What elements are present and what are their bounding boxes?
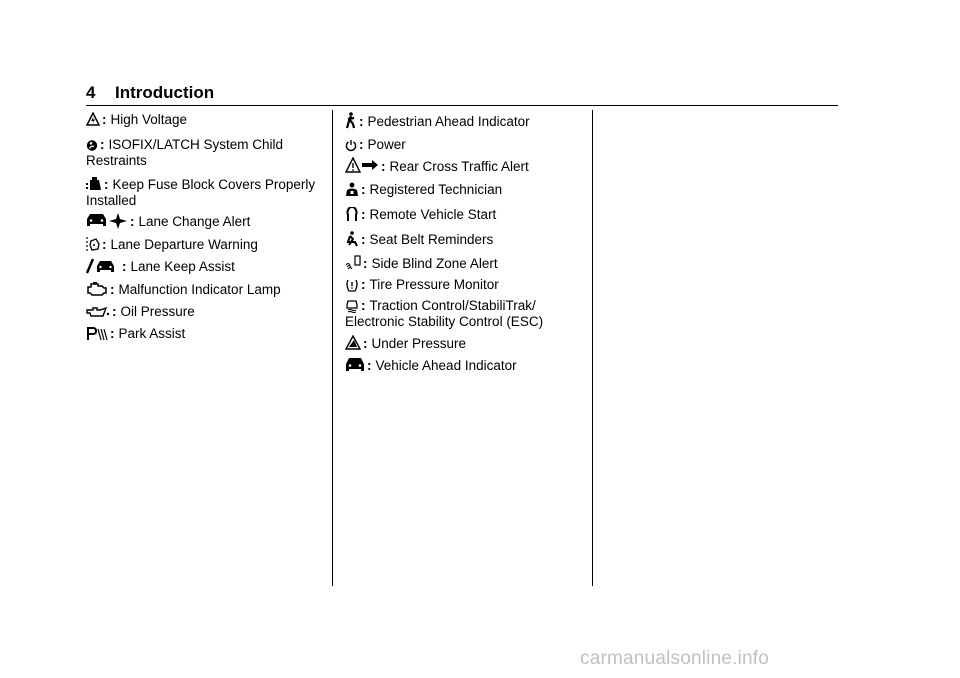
- page-header: [86, 83, 838, 106]
- technician-icon: [345, 182, 359, 197]
- list-item: : Registered Technician: [345, 182, 580, 198]
- lane-keep-icon: [86, 258, 120, 274]
- list-item: : Keep Fuse Block Covers Properly Installed: [86, 177, 316, 208]
- power-icon: [345, 139, 357, 152]
- list-item-label: Malfunction Indicator Lamp: [118, 282, 281, 297]
- seat-belt-icon: [345, 231, 359, 247]
- list-item-label: Oil Pressure: [120, 304, 195, 319]
- list-item-label: Power: [367, 137, 406, 152]
- list-item: : Lane Keep Assist: [86, 258, 316, 275]
- fuse-block-icon: [86, 176, 102, 192]
- under-pressure-icon: [345, 335, 361, 351]
- list-item: : Oil Pressure: [86, 304, 316, 320]
- list-item-label: Pedestrian Ahead Indicator: [367, 114, 530, 129]
- list-item-label: High Voltage: [110, 112, 188, 127]
- key-fob-icon: [345, 207, 359, 222]
- page-number: 4: [86, 83, 96, 102]
- list-item-label: Remote Vehicle Start: [369, 207, 497, 222]
- page-title: Introduction: [115, 83, 215, 102]
- list-item-label: Tire Pressure Monitor: [369, 277, 499, 292]
- list-item: : High Voltage: [86, 112, 316, 128]
- cross-traffic-icon: [345, 157, 379, 174]
- engine-icon: [86, 281, 108, 297]
- list-item-label: Park Assist: [118, 326, 186, 341]
- list-item: : Seat Belt Reminders: [345, 231, 580, 248]
- list-item-label: Seat Belt Reminders: [369, 232, 494, 247]
- column-divider: [332, 110, 333, 586]
- column-divider: [592, 110, 593, 586]
- list-item-label: Side Blind Zone Alert: [371, 256, 498, 271]
- list-item-label: ISOFIX/LATCH System Child Restraints: [86, 137, 284, 168]
- pedestrian-icon: [345, 112, 357, 129]
- list-item: : Remote Vehicle Start: [345, 207, 580, 223]
- list-item-label: Keep Fuse Block Covers Properly Installed: [86, 177, 316, 208]
- list-item: : Park Assist: [86, 326, 316, 342]
- list-item: : Vehicle Ahead Indicator: [345, 357, 580, 374]
- list-item: : Traction Control/StabiliTrak/ Electronic Stability Control (ESC): [345, 298, 544, 329]
- list-item: : Side Blind Zone Alert: [345, 255, 580, 272]
- list-item-label: Lane Keep Assist: [130, 259, 235, 274]
- list-item: : Tire Pressure Monitor: [345, 277, 580, 293]
- vehicle-ahead-icon: [345, 357, 365, 373]
- list-item-label: Traction Control/StabiliTrak/ Electronic Stability Control (ESC): [345, 298, 544, 329]
- park-assist-icon: [86, 327, 108, 341]
- watermark: carmanualsonline.info: [580, 648, 770, 669]
- blind-zone-icon: [345, 255, 361, 271]
- list-item: : Pedestrian Ahead Indicator: [345, 112, 580, 130]
- list-item-label: Registered Technician: [369, 182, 503, 197]
- list-item-label: Vehicle Ahead Indicator: [375, 358, 517, 373]
- list-item: : Power: [345, 137, 580, 153]
- traction-control-icon: [345, 298, 359, 313]
- tire-pressure-icon: [345, 278, 359, 292]
- list-item: : Lane Departure Warning: [86, 236, 316, 253]
- list-item-label: Under Pressure: [371, 336, 467, 351]
- list-item: : Rear Cross Traffic Alert: [345, 157, 580, 175]
- lane-departure-icon: [86, 236, 100, 252]
- list-item-label: Lane Departure Warning: [110, 237, 258, 252]
- lane-change-alert-icon: [86, 213, 128, 229]
- list-item-label: Rear Cross Traffic Alert: [389, 159, 529, 174]
- list-item-label: Lane Change Alert: [138, 214, 251, 229]
- list-item: : Under Pressure: [345, 335, 580, 352]
- high-voltage-icon: [86, 112, 100, 127]
- list-item: : Lane Change Alert: [86, 213, 316, 230]
- list-item: : Malfunction Indicator Lamp: [86, 281, 316, 298]
- oil-can-icon: [86, 305, 110, 319]
- list-item: : ISOFIX/LATCH System Child Restraints: [86, 137, 284, 168]
- child-seat-icon: [86, 139, 98, 152]
